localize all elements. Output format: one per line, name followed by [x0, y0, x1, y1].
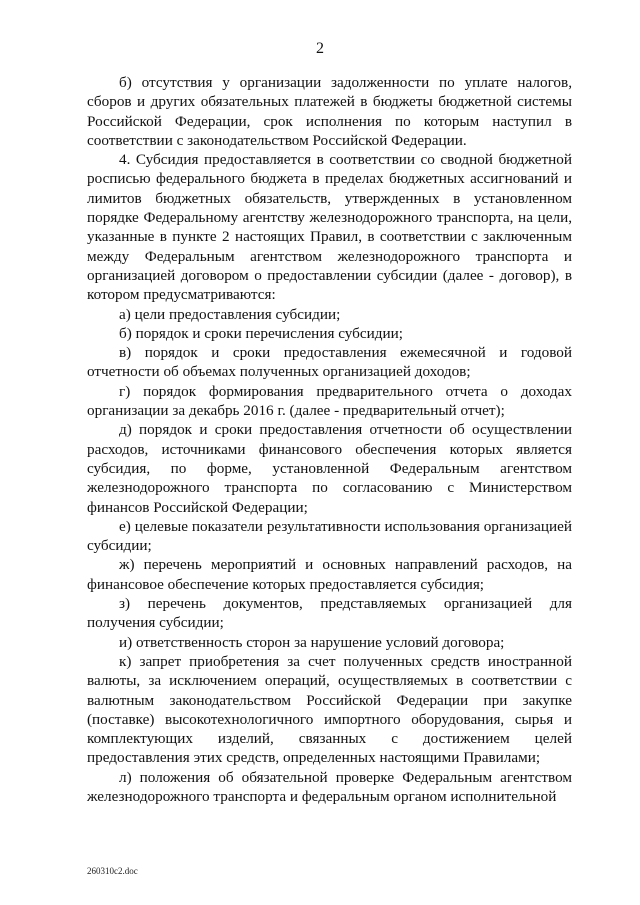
list-item-a: а) цели предоставления субсидии;: [119, 305, 341, 323]
list-item-b: б) порядок и сроки перечисления субсидии;: [119, 324, 403, 342]
document-body: [87, 73, 572, 806]
list-item-i: и) ответственность сторон за нарушение условий договора;: [119, 633, 505, 651]
page-number: 2: [316, 40, 324, 57]
paragraph-4-subsidy: 4. Субсидия предоставляется в соответствии со сводной бюджетной росписью федерального бюджета в пределах бюджетных ассигнований и лимитов бюджетных обязательств, утвержденных в установленном порядке Федеральному агентству железнодорожного транспорта, на цели, указанные в пункте 2 настоящих Правил, в соответствии с заключенным между Федеральным агентством железнодорожного транспорта и организацией договором о предоставлении субсидии (далее - договор), в котором предусматриваются:: [87, 151, 572, 304]
list-item-e: е) целевые показатели результативности использования организацией субсидии;: [87, 517, 572, 555]
list-item-l: л) положения об обязательной проверке Федеральным агентством железнодорожного транспорта и федеральным органом исполнительной: [87, 768, 572, 805]
footer-file-code: 260310c2.doc: [87, 866, 138, 876]
list-item-zh: ж) перечень мероприятий и основных направлений расходов, на финансовое обеспечение которых предоставляется субсидия;: [87, 556, 572, 593]
list-item-g: г) порядок формирования предварительного отчета о доходах организации за декабрь 2016 г. (далее - предварительный отчет);: [87, 382, 572, 420]
paragraph-b-no-debt: б) отсутствия у организации задолженности по уплате налогов, сборов и других обязательных платежей в бюджеты бюджетной системы Российской Федерации, срок исполнения по которым наступил в соответствии с законодательством Российской Федерации.: [87, 74, 572, 149]
list-item-z: з) перечень документов, представляемых организацией для получения субсидии;: [87, 595, 572, 632]
list-item-v: в) порядок и сроки предоставления ежемесячной и годовой отчетности об объемах полученных организацией доходов;: [87, 344, 572, 381]
list-item-k: к) запрет приобретения за счет полученных средств иностранной валюты, за исключением операций, осуществляемых в соответствии с валютным законодательством Российской Федерации при закупке (поставке) высокотехнологичного импортного оборудования, сырья и комплектующих изделий, связанных с достижением целей предоставления этих средств, определенных настоящими Правилами;: [87, 652, 572, 767]
list-item-d: д) порядок и сроки предоставления отчетности об осуществлении расходов, источниками финансового обеспечения которых является субсидия, по форме, установленной Федеральным агентством железнодорожного транспорта по согласованию с Министерством финансов Российской Федерации;: [87, 421, 572, 516]
